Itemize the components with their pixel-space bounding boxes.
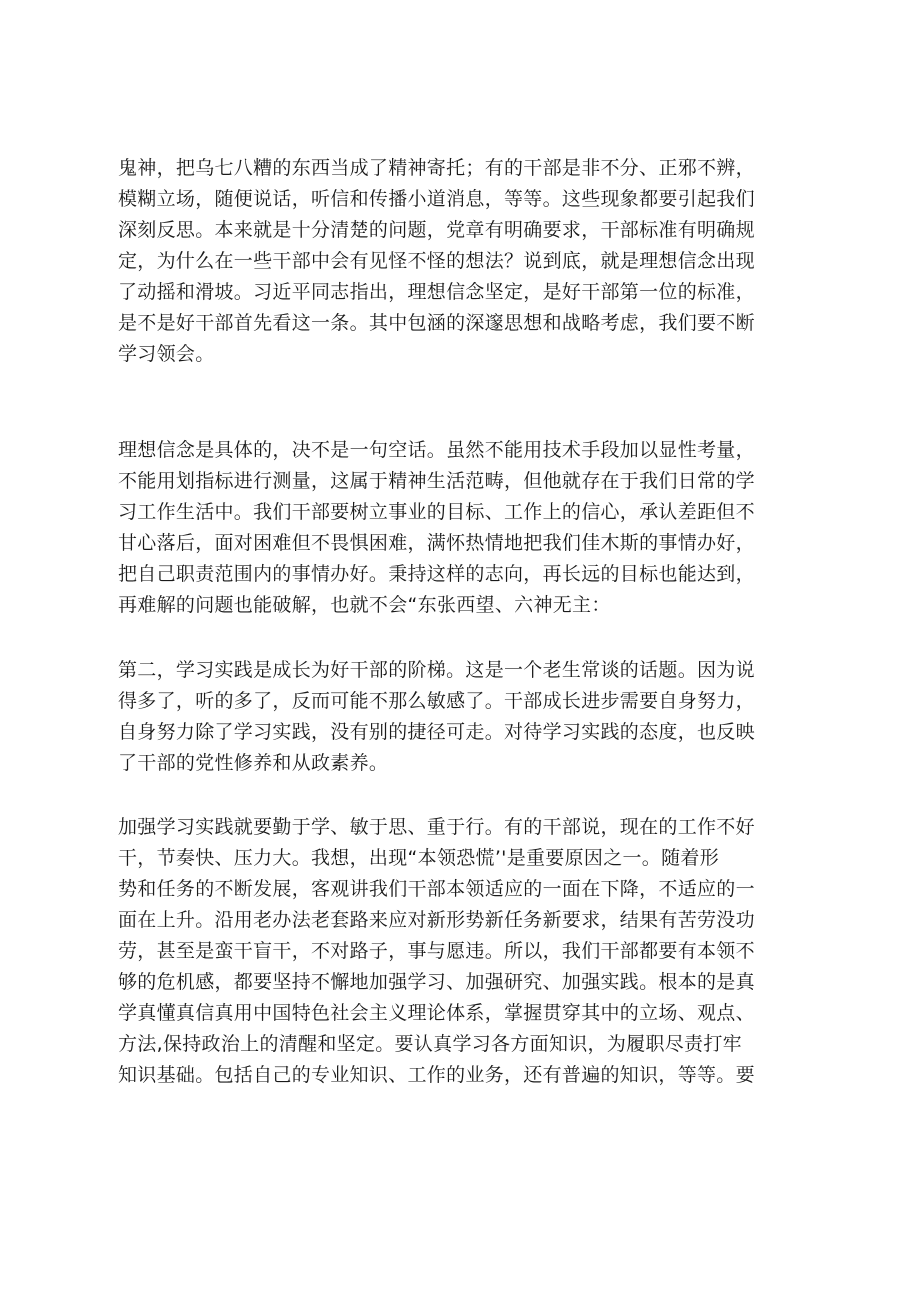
paragraph-2 <box>118 435 828 621</box>
text-line: 加强学习实践就要勤于学、敏于思、重于行。有的干部说，现在的工作不好 <box>118 816 755 838</box>
text-line: 了干部的党性修养和从政素养。 <box>118 752 389 774</box>
text-line: 面在上升。沿用老办法老套路来应对新形势新任务新要求，结果有苦劳没功 <box>118 909 755 931</box>
text-line: 把自己职责范围内的事情办好。秉持这样的志向，再长远的目标也能达到， <box>118 563 755 585</box>
text-line: 不能用划指标进行测量，这属于精神生活范畴，但他就存在于我们日常的学 <box>118 470 755 492</box>
text-line: 方法,保持政治上的清醒和坚定。要认真学习各方面知识，为履职尽责打牢 <box>118 1033 742 1055</box>
text-line: 习工作生活中。我们干部要树立事业的目标、工作上的信心，承认差距但不 <box>118 501 755 523</box>
text-line: 势和任务的不断发展，客观讲我们干部本领适应的一面在下降，不适应的一 <box>118 878 755 900</box>
text-line: 干，节奏快、压力大。我想，出现“本领恐慌’'是重要原因之一。随着形 <box>118 847 720 869</box>
paragraph-3 <box>118 655 828 779</box>
text-line: 自身努力除了学习实践，没有别的捷径可走。对待学习实践的态度，也反映 <box>118 721 755 743</box>
text-line: 劳，甚至是蛮干盲干，不对路子，事与愿违。所以，我们干部都要有本领不 <box>118 940 755 962</box>
text-line: 鬼神，把乌七八糟的东西当成了精神寄托；有的干部是非不分、正邪不辨， <box>118 157 755 179</box>
paragraph-1 <box>118 153 828 370</box>
text-line: 甘心落后，面对困难但不畏惧困难，满怀热情地把我们佳木斯的事情办好， <box>118 532 755 554</box>
text-line: 定，为什么在一些干部中会有见怪不怪的想法？说到底，就是理想信念出现 <box>118 250 755 272</box>
text-line: 是不是好干部首先看这一条。其中包涵的深邃思想和战略考虑，我们要不断 <box>118 312 755 334</box>
text-line: 学习领会。 <box>118 343 215 365</box>
text-line: 深刻反思。本来就是十分清楚的问题，党章有明确要求，干部标准有明确规 <box>118 219 755 241</box>
text-line: 模糊立场，随便说话，听信和传播小道消息，等等。这些现象都要引起我们 <box>118 188 755 210</box>
text-line: 了动摇和滑坡。习近平同志指出，理想信念坚定，是好干部第一位的标准， <box>118 281 755 303</box>
text-line: 第二，学习实践是成长为好干部的阶梯。这是一个老生常谈的话题。因为说 <box>118 659 755 681</box>
text-line: 得多了，听的多了，反而可能不那么敏感了。干部成长进步需要自身努力， <box>118 690 755 712</box>
text-line: 知识基础。包括自己的专业知识、工作的业务，还有普遍的知识，等等。要 <box>118 1064 755 1086</box>
text-line: 够的危机感，都要坚持不懈地加强学习、加强研究、加强实践。根本的是真 <box>118 971 755 993</box>
text-line: 理想信念是具体的，决不是一句空话。虽然不能用技术手段加以显性考量， <box>118 439 755 461</box>
text-line: 学真懂真信真用中国特色社会主义理论体系，掌握贯穿其中的立场、观点、 <box>118 1002 755 1024</box>
text-line: 再难解的问题也能破解，也就不会“东张西望、六神无主： <box>118 594 611 616</box>
paragraph-4 <box>118 812 828 1091</box>
